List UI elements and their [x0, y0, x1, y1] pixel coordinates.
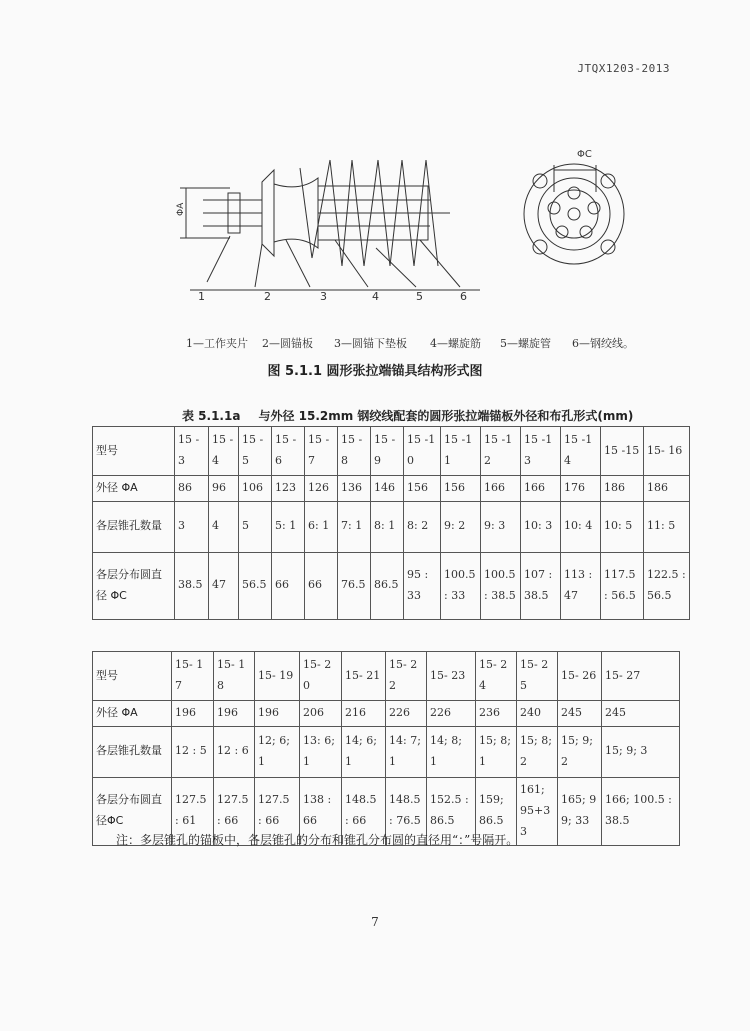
table-cell: 15 -13 [521, 427, 561, 476]
legend-item: 5—螺旋管 [500, 337, 551, 350]
table-cell: 6: 1 [305, 501, 338, 552]
table-caption [182, 407, 633, 424]
table-cell: 106 [239, 476, 272, 502]
table-cell: 15; 9; 2 [558, 726, 602, 777]
table-cell: 15 -10 [404, 427, 441, 476]
table-note: 注：多层锥孔的锚板中，各层锥孔的分布和锥孔分布圆的直径用“：”号隔开。 [116, 833, 519, 847]
table-cell: 123 [272, 476, 305, 502]
table-cell: 15- 21 [342, 652, 386, 701]
table-cell: 15 -3 [175, 427, 209, 476]
table-row [93, 701, 680, 727]
table-cell: 12; 6; 1 [255, 726, 300, 777]
table-cell: 186 [601, 476, 644, 502]
dim-a-label: ΦA [176, 202, 186, 216]
bearing-plate [274, 178, 318, 248]
table-cell: 152.5 : 86.5 [427, 777, 476, 845]
legend-item: 6—钢绞线。 [572, 337, 634, 350]
table-cell: 66 [272, 552, 305, 619]
table-cell: 156 [441, 476, 481, 502]
legend-item: 3—圆锚下垫板 [334, 337, 407, 350]
table-cell: 15- 27 [602, 652, 680, 701]
table-cell: 165; 99; 33 [558, 777, 602, 845]
table-cell: 148.5 : 76.5 [386, 777, 427, 845]
table-cell: 156 [404, 476, 441, 502]
anchor-table-part-1 [92, 426, 690, 620]
callout-6: 6 [460, 290, 467, 303]
table-cell: 5: 1 [272, 501, 305, 552]
table-cell: 12 : 5 [172, 726, 214, 777]
table-cell: 226 [386, 701, 427, 727]
table-cell: 5 [239, 501, 272, 552]
table-cell: 13: 6; 1 [300, 726, 342, 777]
table-cell: 14; 8; 1 [427, 726, 476, 777]
table-cell: 138 : 66 [300, 777, 342, 845]
table-cell: 122.5 : 56.5 [644, 552, 690, 619]
table-cell: 14; 6; 1 [342, 726, 386, 777]
table-cell: 8: 2 [404, 501, 441, 552]
table-cell: 15 -12 [481, 427, 521, 476]
table-number: 表 5.1.1a [182, 409, 241, 423]
table-cell: 86.5 [371, 552, 404, 619]
table-cell: 15 -8 [338, 427, 371, 476]
table-row [93, 476, 690, 502]
table-row [93, 726, 680, 777]
table-cell: 10: 3 [521, 501, 561, 552]
table-cell: 3 [175, 501, 209, 552]
document-code: JTQX1203-2013 [577, 62, 670, 75]
table-cell: 216 [342, 701, 386, 727]
anchor-plate-front-view [524, 164, 624, 264]
table-cell: 186 [644, 476, 690, 502]
row-label: 型号 [93, 427, 175, 476]
table-cell: 15 -7 [305, 427, 338, 476]
table-cell: 86 [175, 476, 209, 502]
table-cell: 126 [305, 476, 338, 502]
table-cell: 100.5 : 33 [441, 552, 481, 619]
table-row [93, 501, 690, 552]
anchor-table-part-2 [92, 651, 680, 846]
table-cell: 66 [305, 552, 338, 619]
table-cell: 12 : 6 [214, 726, 255, 777]
row-label: 各层锥孔数量 [93, 726, 172, 777]
table-cell: 196 [172, 701, 214, 727]
page-number: 7 [371, 915, 379, 929]
table-cell: 166; 100.5 : 38.5 [602, 777, 680, 845]
callout-5: 5 [416, 290, 423, 303]
table-cell: 10: 5 [601, 501, 644, 552]
callout-4: 4 [372, 290, 379, 303]
table-cell: 196 [255, 701, 300, 727]
table-cell: 15- 22 [386, 652, 427, 701]
callout-3: 3 [320, 290, 327, 303]
anchor-structure-figure [0, 0, 750, 330]
table-cell: 196 [214, 701, 255, 727]
table-cell: 176 [561, 476, 601, 502]
table-cell: 146 [371, 476, 404, 502]
table-cell: 15 -5 [239, 427, 272, 476]
table-cell: 15 -9 [371, 427, 404, 476]
table-cell: 127.5 : 66 [255, 777, 300, 845]
table-title: 与外径 15.2mm 钢绞线配套的圆形张拉端锚板外径和布孔形式(mm) [258, 409, 634, 423]
table-cell: 8: 1 [371, 501, 404, 552]
row-label: 各层锥孔数量 [93, 501, 175, 552]
callout-1: 1 [198, 290, 205, 303]
table-cell: 113 : 47 [561, 552, 601, 619]
table-cell: 15- 26 [558, 652, 602, 701]
table-cell: 15- 19 [255, 652, 300, 701]
table-cell: 96 [209, 476, 239, 502]
table-cell: 15; 9; 3 [602, 726, 680, 777]
callout-2: 2 [264, 290, 271, 303]
legend-item: 4—螺旋筋 [430, 337, 481, 350]
figure-caption: 图 5.1.1 圆形张拉端锚具结构形式图 [267, 364, 483, 379]
table-cell: 136 [338, 476, 371, 502]
table-cell: 15; 8; 1 [476, 726, 517, 777]
table-cell: 245 [602, 701, 680, 727]
table-cell: 159; 86.5 [476, 777, 517, 845]
row-label: 各层分布圆直径ΦC [93, 777, 172, 845]
table-cell: 56.5 [239, 552, 272, 619]
row-label: 外径 ΦA [93, 701, 172, 727]
table-cell: 15 -11 [441, 427, 481, 476]
table-cell: 166 [521, 476, 561, 502]
table-cell: 38.5 [175, 552, 209, 619]
table-cell: 10: 4 [561, 501, 601, 552]
table-cell: 11: 5 [644, 501, 690, 552]
table-cell: 127.5 : 61 [172, 777, 214, 845]
row-label: 外径 ΦA [93, 476, 175, 502]
table-cell: 15- 25 [517, 652, 558, 701]
table-cell: 100.5 : 38.5 [481, 552, 521, 619]
table-cell: 206 [300, 701, 342, 727]
table-cell: 245 [558, 701, 602, 727]
row-label: 各层分布圆直径 ΦC [93, 552, 175, 619]
table-cell: 15- 20 [300, 652, 342, 701]
table-cell: 15 -4 [209, 427, 239, 476]
table-cell: 226 [427, 701, 476, 727]
table-cell: 15 -15 [601, 427, 644, 476]
table-cell: 9: 3 [481, 501, 521, 552]
table-row [93, 427, 690, 476]
table-cell: 15- 23 [427, 652, 476, 701]
table-cell: 148.5 : 66 [342, 777, 386, 845]
table-cell: 14: 7; 1 [386, 726, 427, 777]
legend-item: 2—圆锚板 [262, 337, 313, 350]
table-cell: 161; 95+33 [517, 777, 558, 845]
table-cell: 7: 1 [338, 501, 371, 552]
table-row [93, 652, 680, 701]
table-cell: 107 : 38.5 [521, 552, 561, 619]
table-cell: 95 : 33 [404, 552, 441, 619]
table-cell: 117.5 : 56.5 [601, 552, 644, 619]
dim-c-label: ΦC [577, 149, 592, 160]
table-cell: 15 -14 [561, 427, 601, 476]
row-label: 型号 [93, 652, 172, 701]
table-cell: 15- 16 [644, 427, 690, 476]
table-cell: 166 [481, 476, 521, 502]
round-anchor-plate [262, 170, 274, 256]
table-cell: 47 [209, 552, 239, 619]
table-cell: 240 [517, 701, 558, 727]
table-cell: 15- 24 [476, 652, 517, 701]
table-cell: 236 [476, 701, 517, 727]
table-cell: 4 [209, 501, 239, 552]
table-cell: 9: 2 [441, 501, 481, 552]
table-cell: 15- 17 [172, 652, 214, 701]
table-cell: 15; 8; 2 [517, 726, 558, 777]
table-cell: 127.5 : 66 [214, 777, 255, 845]
table-cell: 76.5 [338, 552, 371, 619]
table-row [93, 552, 690, 619]
legend-item: 1—工作夹片 [186, 337, 248, 350]
table-cell: 15 -6 [272, 427, 305, 476]
table-cell: 15- 18 [214, 652, 255, 701]
